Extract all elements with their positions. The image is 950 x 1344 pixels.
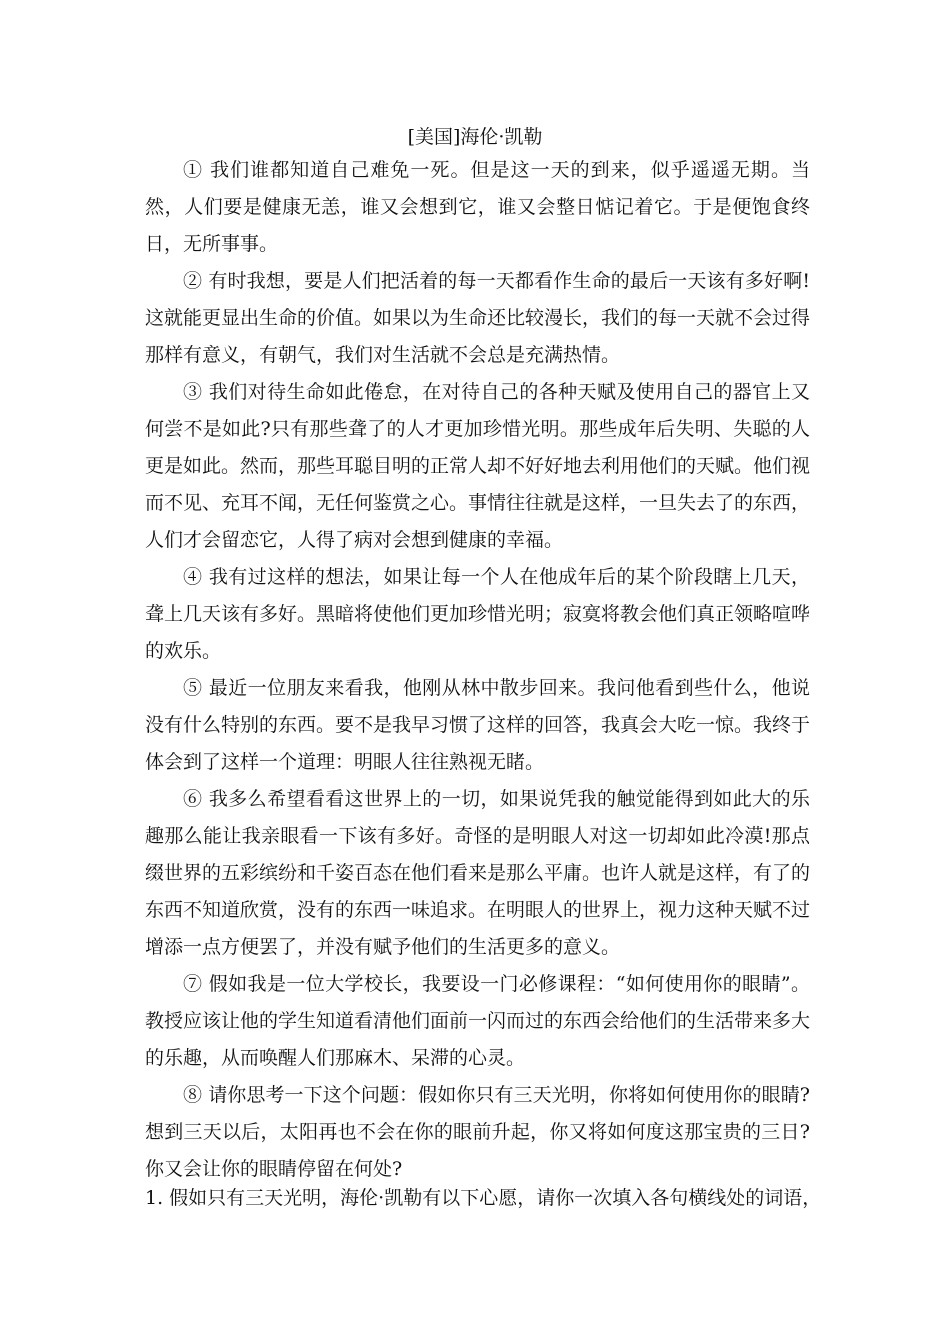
- article-body: [145, 152, 810, 1188]
- paragraph-7: ⑦ 假如我是一位大学校长，我要设一门必修课程：“如何使用你的眼睛”。教授应该让他的学生知道看清他们面前一闪而过的东西会给他们的生活带来多大的乐趣，从而唤醒人们那麻木、呆滞的心灵。: [145, 973, 811, 1069]
- paragraph-6: ⑥ 我多么希望看看这世界上的一切，如果说凭我的触觉能得到如此大的乐趣那么能让我亲眼看一下该有多好。奇怪的是明眼人对这一切却如此冷漠!那点缀世界的五彩缤纷和千姿百态在他们看来是那么平庸。也许人就是这样，有了的东西不知道欣赏，没有的东西一味追求。在明眼人的世界上，视力这种天赋不过增添一点方便罢了，并没有赋予他们的生活更多的意义。: [145, 788, 811, 958]
- paragraph-5: ⑤ 最近一位朋友来看我，他刚从林中散步回来。我问他看到些什么，他说没有什么特别的东西。要不是我早习惯了这样的回答，我真会大吃一惊。我终于体会到了这样一个道理：明眼人往往熟视无睹。: [145, 677, 811, 773]
- paragraph-1: ① 我们谁都知道自己难免一死。但是这一天的到来，似乎遥遥无期。当然，人们要是健康无恙，谁又会想到它，谁又会整日惦记着它。于是便饱食终日，无所事事。: [145, 159, 810, 255]
- paragraph-4: ④ 我有过这样的想法，如果让每一个人在他成年后的某个阶段瞎上几天，聋上几天该有多好。黑暗将使他们更加珍惜光明；寂寞将教会他们真正领略喧哗的欢乐。: [145, 566, 811, 662]
- paragraph-2: ② 有时我想，要是人们把活着的每一天都看作生命的最后一天该有多好啊!这就能更显出生命的价值。如果以为生命还比较漫长，我们的每一天就不会过得那样有意义，有朝气，我们对生活就不会总是充满热情。: [145, 270, 811, 366]
- question-1: 1. 假如只有三天光明，海伦·凯勒有以下心愿，请你一次填入各句横线处的词语，: [145, 1187, 822, 1209]
- paragraph-8: ⑧ 请你思考一下这个问题：假如你只有三天光明，你将如何使用你的眼睛?想到三天以后，太阳再也不会在你的眼前升起，你又将如何度这那宝贵的三日?你又会让你的眼睛停留在何处?: [145, 1084, 810, 1180]
- paragraph-3: ③ 我们对待生命如此倦怠，在对待自己的各种天赋及使用自己的器官上又何尝不是如此?只有那些聋了的人才更加珍惜光明。那些成年后失明、失聪的人更是如此。然而，那些耳聪目明的正常人却不好好地去利用他们的天赋。他们视而不见、充耳不闻，无任何鉴赏之心。事情往往就是这样，一旦失去了的东西，人们才会留恋它，人得了病对会想到健康的幸福。: [145, 381, 811, 551]
- author-line: [美国]海伦·凯勒: [407, 126, 543, 148]
